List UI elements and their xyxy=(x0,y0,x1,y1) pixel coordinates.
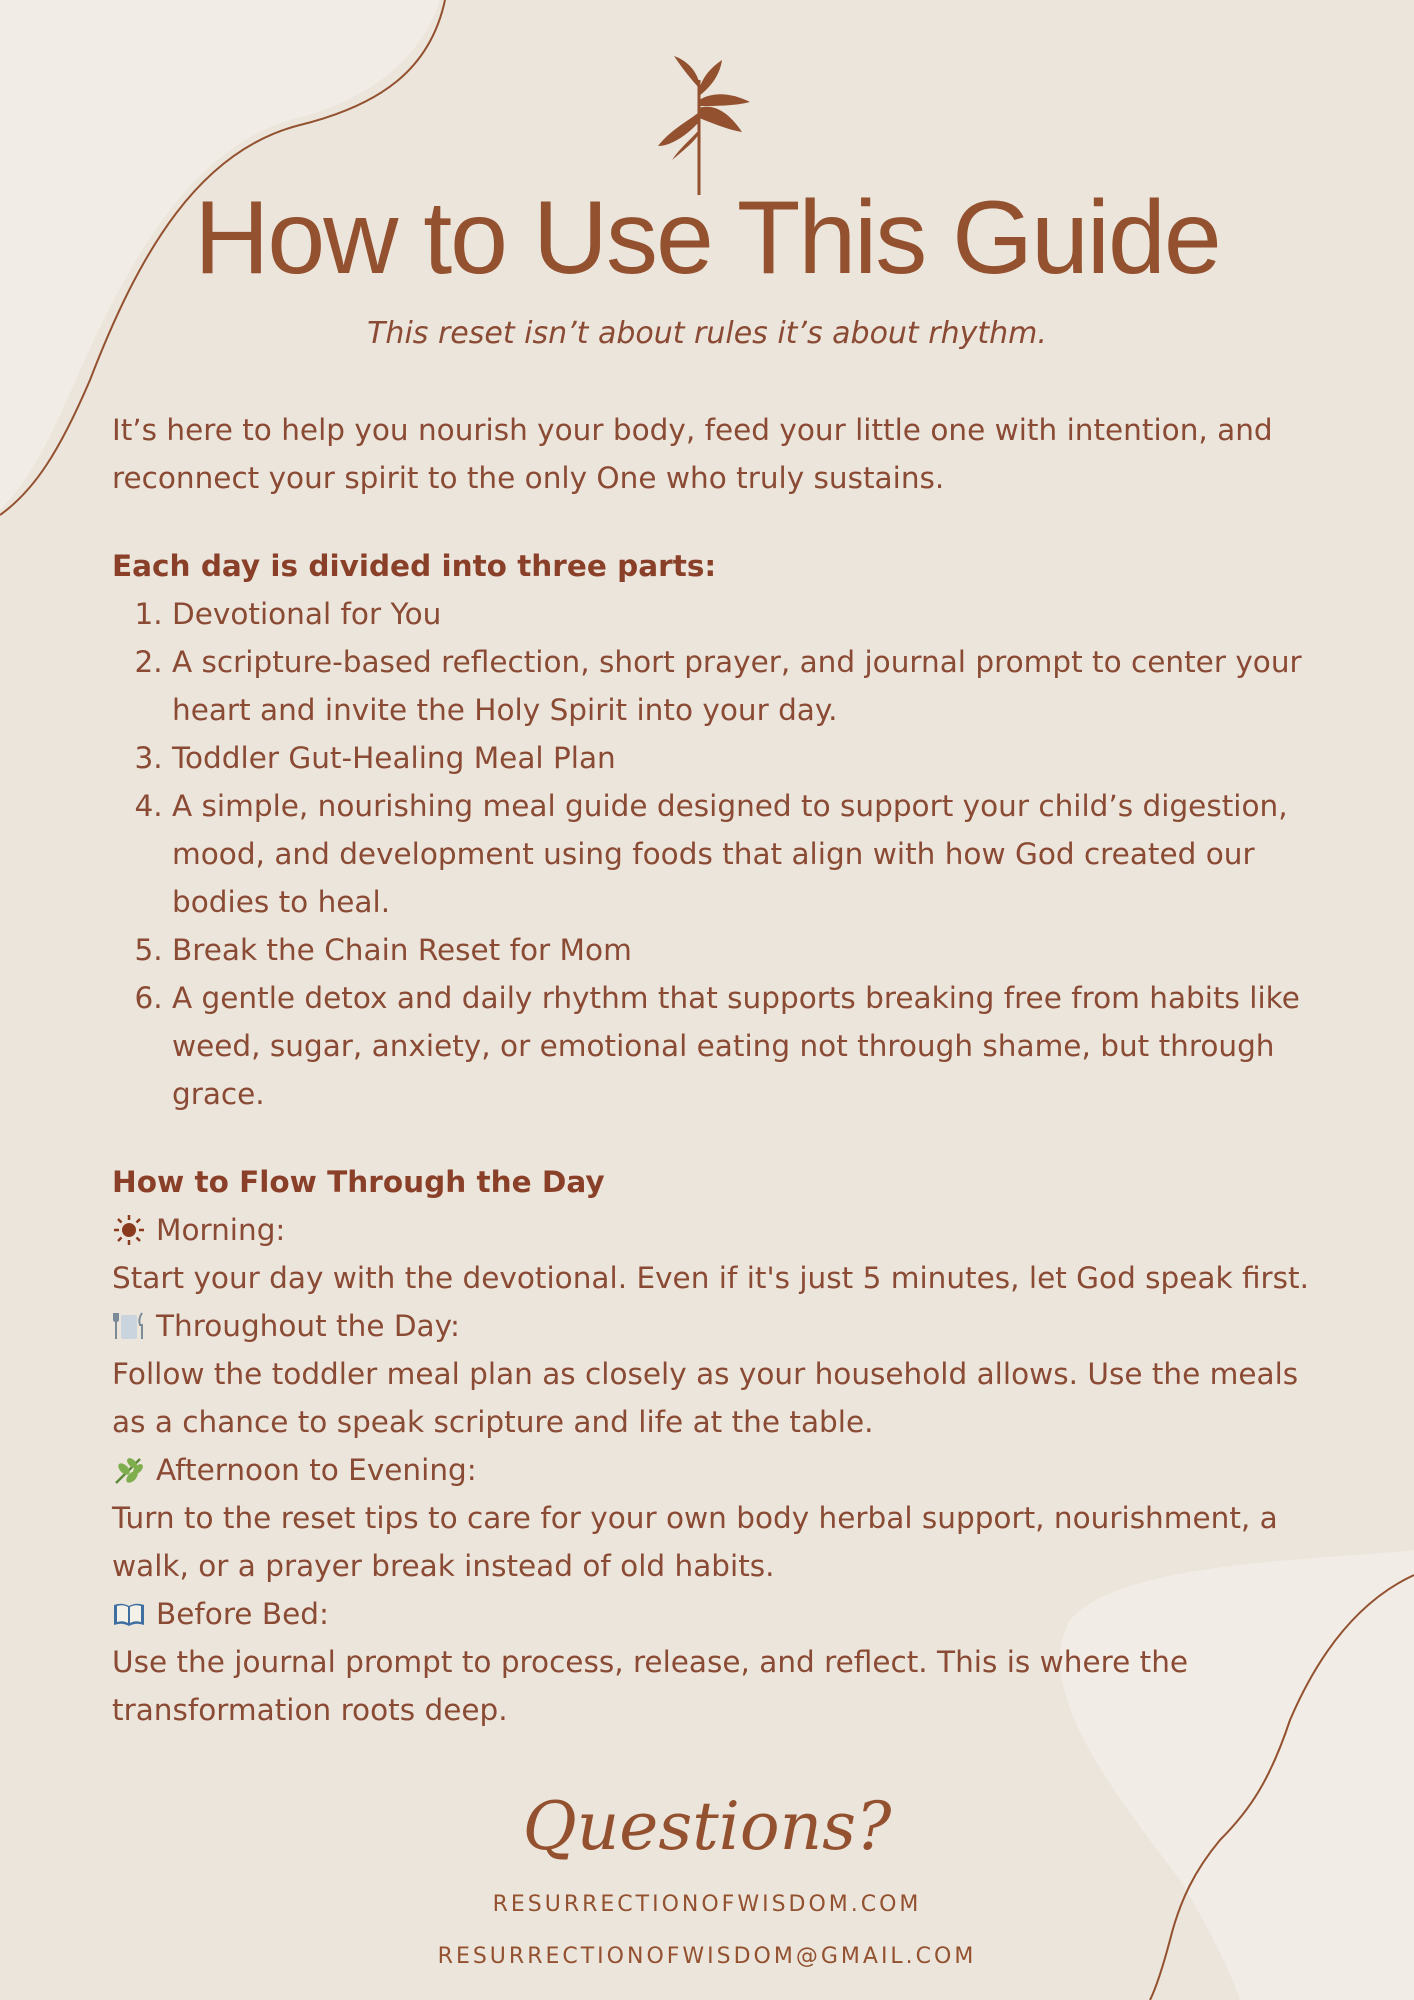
herb-icon xyxy=(112,1453,146,1487)
open-book-icon xyxy=(112,1597,146,1631)
flow-morning-label: Morning: xyxy=(156,1213,286,1247)
flow-bedtime-label-row xyxy=(112,1590,1322,1638)
flow-morning-label-row xyxy=(112,1206,1322,1254)
guide-body xyxy=(112,406,1322,1734)
email-link[interactable]: RESURRECTIONOFWISDOM@GMAIL.COM xyxy=(437,1944,977,1969)
list-item: 3. Toddler Gut-Healing Meal Plan xyxy=(172,734,1322,782)
list-item: 4. A simple, nourishing meal guide designed to support your child’s digestion, mood, and development using foods that align with how God created our bodies to heal. xyxy=(172,782,1322,926)
parts-list xyxy=(112,590,1322,1118)
parts-heading: Each day is divided into three parts: xyxy=(112,549,717,583)
flow-daytime-label-row xyxy=(112,1302,1322,1350)
flow-evening-text: Turn to the reset tips to care for your own body herbal support, nourishment, a walk, or a prayer break instead of old habits. xyxy=(112,1501,1278,1583)
list-item: 2. A scripture-based reflection, short prayer, and journal prompt to center your heart and invite the Holy Spirit into your day. xyxy=(172,638,1322,734)
flow-bedtime-label: Before Bed: xyxy=(156,1597,329,1631)
page-subtitle: This reset isn’t about rules it’s about rhythm. xyxy=(367,316,1047,351)
flow-evening-label-row xyxy=(112,1446,1322,1494)
flow-evening-label: Afternoon to Evening: xyxy=(156,1453,477,1487)
flow-daytime-text: Follow the toddler meal plan as closely as your household allows. Use the meals as a chance to speak scripture and life at the table. xyxy=(112,1357,1299,1439)
list-item: 1. Devotional for You xyxy=(172,590,1322,638)
page-title: How to Use This Guide xyxy=(194,180,1220,296)
flow-bedtime-text: Use the journal prompt to process, release, and reflect. This is where the transformation roots deep. xyxy=(112,1645,1189,1727)
plate-utensils-icon xyxy=(112,1309,146,1343)
questions-script: Questions? xyxy=(522,1788,892,1865)
flow-daytime-label: Throughout the Day: xyxy=(156,1309,460,1343)
list-item: 5. Break the Chain Reset for Mom xyxy=(172,926,1322,974)
flow-morning-text: Start your day with the devotional. Even if it's just 5 minutes, let God speak first. xyxy=(112,1261,1309,1295)
website-link[interactable]: RESURRECTIONOFWISDOM.COM xyxy=(492,1892,922,1917)
list-item: 6. A gentle detox and daily rhythm that supports breaking free from habits like weed, sugar, anxiety, or emotional eating not through shame, but through grace. xyxy=(172,974,1322,1118)
plant-sprig-icon xyxy=(650,50,760,195)
intro-paragraph: It’s here to help you nourish your body, feed your little one with intention, and reconnect your spirit to the only One who truly sustains. xyxy=(112,413,1273,495)
flow-heading: How to Flow Through the Day xyxy=(112,1165,605,1199)
sun-icon xyxy=(112,1213,146,1247)
